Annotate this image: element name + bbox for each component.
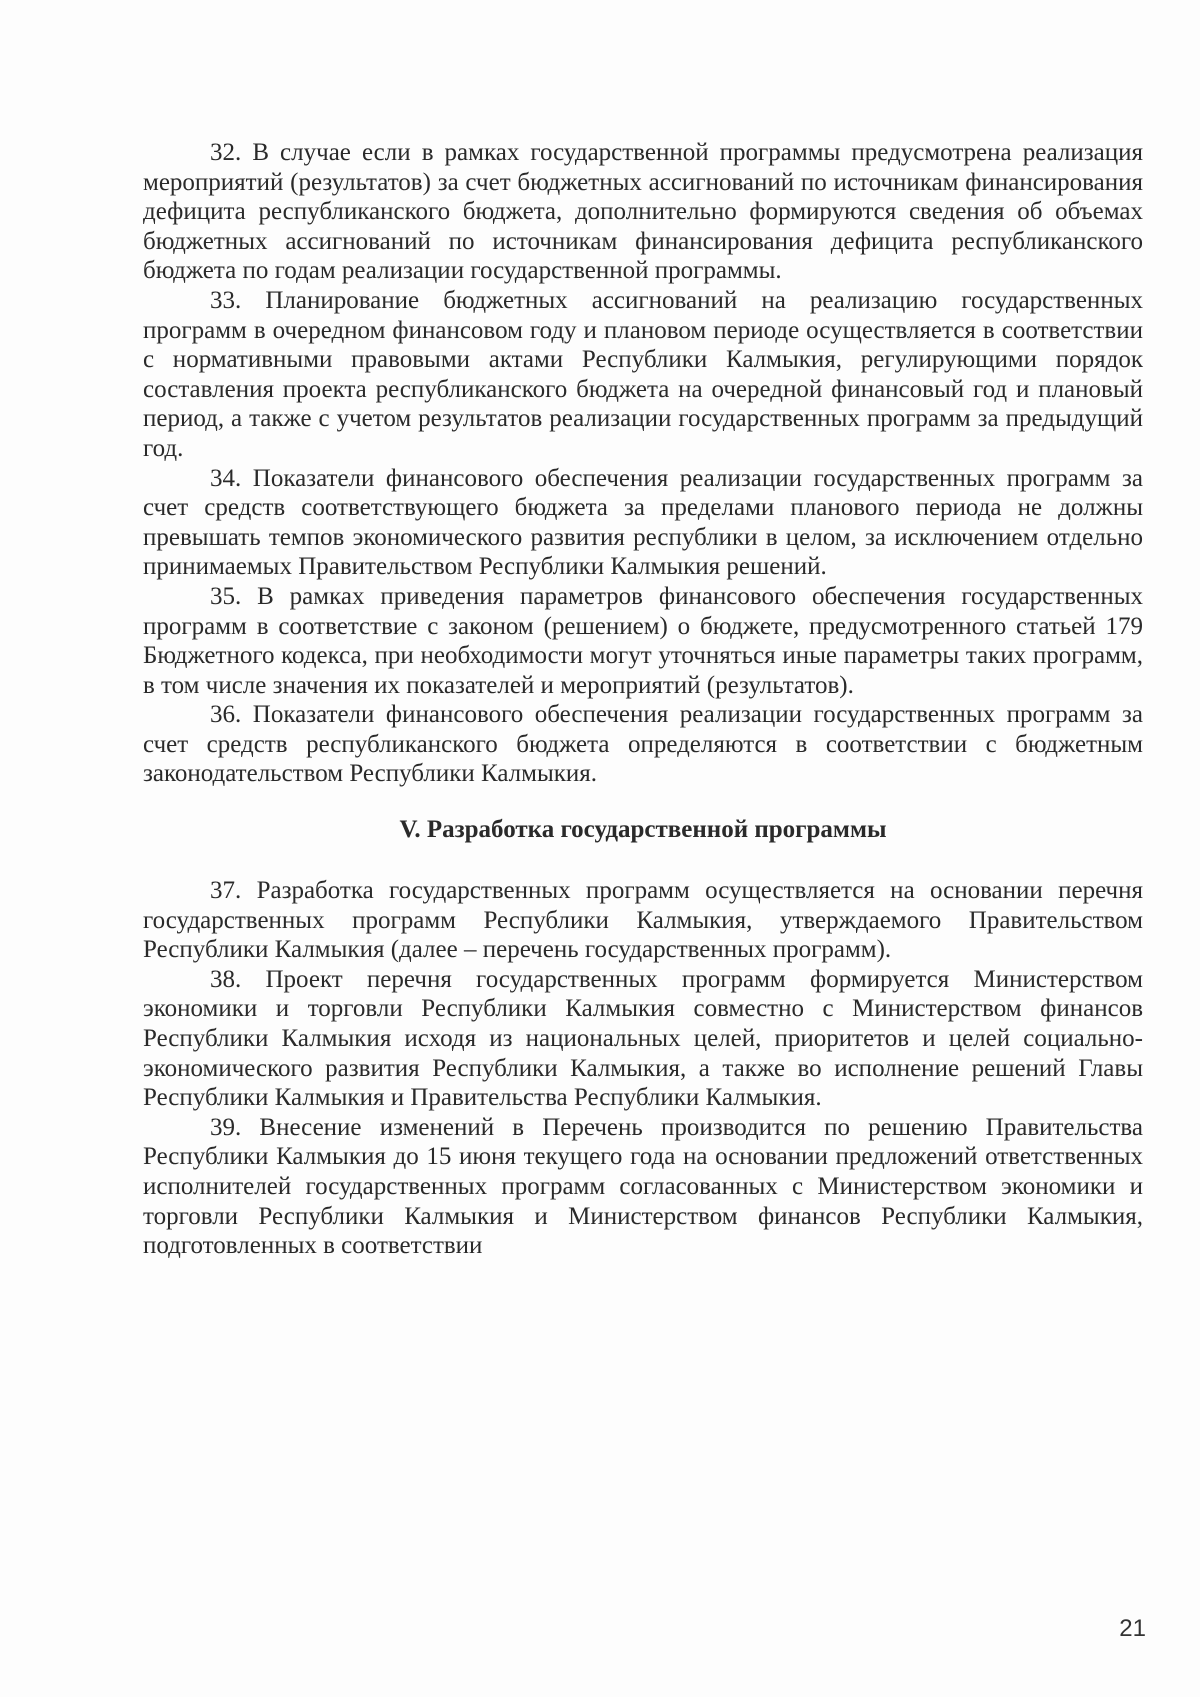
paragraph-38: 38. Проект перечня государственных программ формируется Министерством экономики и торговли Республики Калмыкия совместно с Министерством финансов Республики Калмыкия исходя из национальных целей, приоритетов и целей социально-экономического развития Республики Калмыкия, а также во исполнение решений Главы Республики Калмыкия и Правительства Республики Калмыкия. — [143, 965, 1143, 1112]
paragraph-34: 34. Показатели финансового обеспечения реализации государственных программ за счет средств соответствующего бюджета за пределами планового периода не должны превышать темпов экономического развития республики в целом, за исключением отдельно принимаемых Правительством Республики Калмыкия решений. — [143, 464, 1143, 581]
paragraph-39: 39. Внесение изменений в Перечень производится по решению Правительства Республики Калмыкия до 15 июня текущего года на основании предложений ответственных исполнителей государственных программ согласованных с Министерством экономики и торговли Республики Калмыкия и Министерством финансов Республики Калмыкия, подготовленных в соответствии — [143, 1113, 1143, 1260]
document-body — [143, 138, 1143, 1261]
paragraph-32: 32. В случае если в рамках государственной программы предусмотрена реализация мероприятий (результатов) за счет бюджетных ассигнований по источникам финансирования дефицита республиканского бюджета, дополнительно формируются сведения об объемах бюджетных ассигнований по источникам финансирования дефицита республиканского бюджета по годам реализации государственной программы. — [143, 139, 1143, 285]
paragraph-35: 35. В рамках приведения параметров финансового обеспечения государственных программ в соответствие с законом (решением) о бюджете, предусмотренного статьей 179 Бюджетного кодекса, при необходимости могут уточняться иные параметры таких программ, в том числе значения их показателей и мероприятий (результатов). — [143, 582, 1143, 699]
page-number: 21 — [1119, 1615, 1146, 1642]
paragraph-37: 37. Разработка государственных программ осуществляется на основании перечня государственных программ Республики Калмыкия, утверждаемого Правительством Республики Калмыкия (далее – перечень государственных программ). — [143, 877, 1143, 964]
paragraph-33: 33. Планирование бюджетных ассигнований на реализацию государственных программ в очередном финансовом году и плановом периоде осуществляется в соответствии с нормативными правовыми актами Республики Калмыкия, регулирующими порядок составления проекта республиканского бюджета на очередной финансовый год и плановый период, а также с учетом результатов реализации государственных программ за предыдущий год. — [143, 286, 1143, 462]
section-heading: V. Разработка государственной программы — [399, 816, 887, 844]
paragraph-36: 36. Показатели финансового обеспечения реализации государственных программ за счет средств республиканского бюджета определяются в соответствии с бюджетным законодательством Республики Калмыкия. — [143, 701, 1143, 788]
